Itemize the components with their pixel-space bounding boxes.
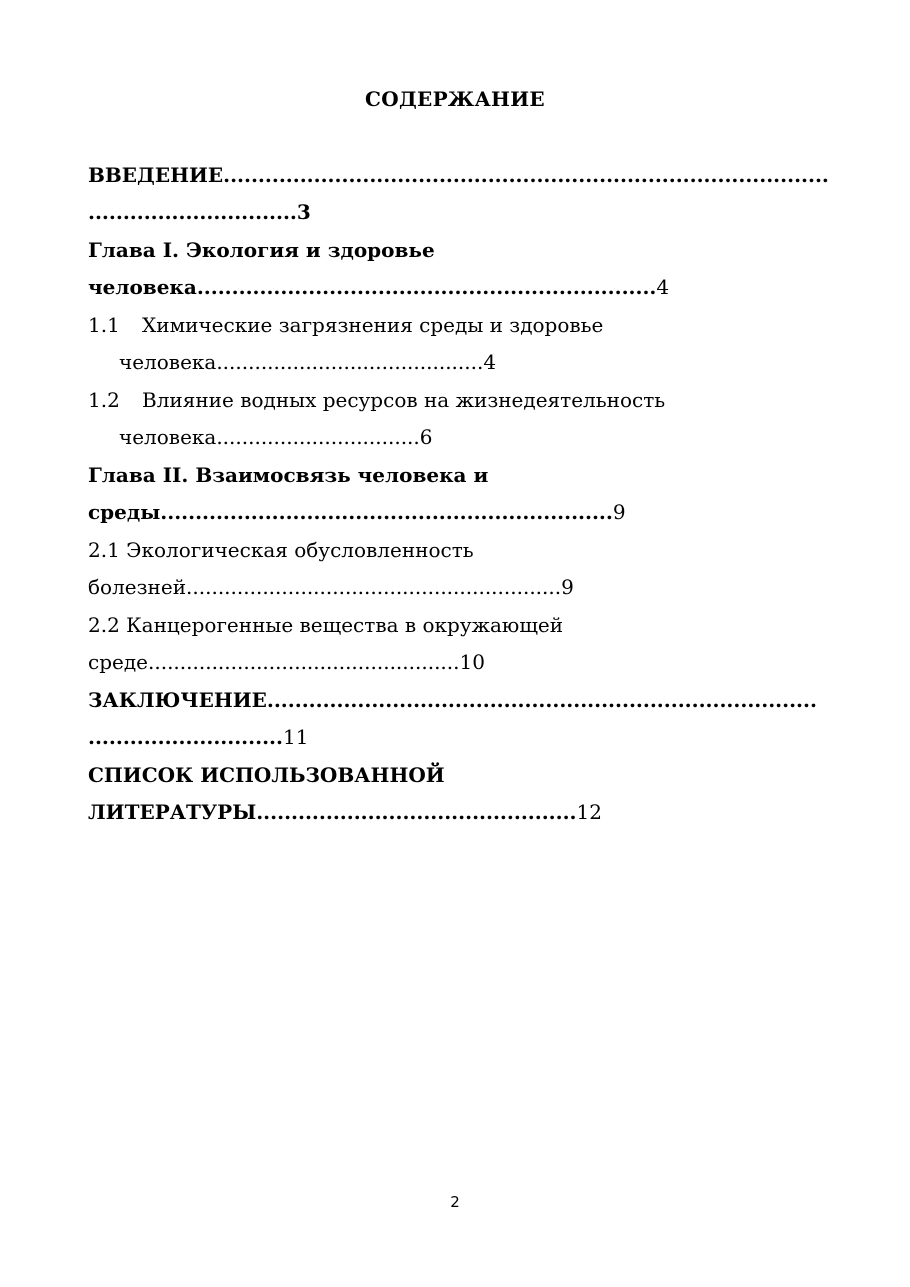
toc-section-1-2-line1 (88, 387, 665, 413)
toc-chapter2-line1: Глава II. Взаимосвязь человека и (88, 463, 489, 487)
toc-conclusion-line1: ЗАКЛЮЧЕНИЕ............................................................................... (88, 688, 817, 712)
toc-intro-page: 3 (296, 200, 311, 224)
toc-chapter2-line2 (88, 499, 626, 525)
toc-section-2-1-line2: болезней...........................................................9 (88, 575, 574, 599)
toc-section-1-1-number: 1.1 (88, 313, 120, 337)
toc-chapter1-line2 (88, 274, 669, 300)
toc-chapter2-leader: среды................................................................. (88, 500, 613, 524)
toc-intro-leader: .............................. (88, 200, 297, 224)
toc-intro-line1: ВВЕДЕНИЕ....................................................................................... (88, 163, 829, 187)
toc-conclusion-line2 (88, 724, 308, 750)
page-number: 2 (450, 1193, 460, 1211)
toc-literature-line1: СПИСОК ИСПОЛЬЗОВАННОЙ (88, 763, 445, 787)
toc-section-2-2-line2: среде.................................................10 (88, 650, 485, 674)
toc-section-1-2-line2: человека................................6 (119, 425, 433, 449)
toc-section-1-1-line2: человека..........................................4 (119, 350, 497, 374)
toc-literature-page: 12 (576, 800, 602, 824)
toc-literature-leader: ЛИТЕРАТУРЫ.............................................. (88, 800, 577, 824)
toc-chapter2-page: 9 (612, 500, 626, 524)
toc-section-2-1-line1: 2.1 Экологическая обусловленность (88, 538, 474, 562)
toc-intro-line2 (88, 199, 311, 225)
toc-chapter1-line1: Глава I. Экология и здоровье (88, 238, 435, 262)
toc-section-1-1-line1 (88, 312, 603, 338)
toc-section-1-1-title: Химические загрязнения среды и здоровье (142, 313, 604, 337)
toc-chapter1-leader: человека.................................................................. (88, 275, 657, 299)
page-title: СОДЕРЖАНИЕ (365, 87, 545, 111)
toc-conclusion-page: 11 (282, 725, 309, 749)
toc-section-2-2-line1: 2.2 Канцерогенные вещества в окружающей (88, 613, 564, 637)
toc-chapter1-page: 4 (656, 275, 670, 299)
toc-conclusion-leader: ............................ (88, 725, 283, 749)
toc-section-1-2-title: Влияние водных ресурсов на жизнедеятельность (142, 388, 666, 412)
toc-section-1-2-number: 1.2 (88, 388, 120, 412)
toc-literature-line2 (88, 799, 602, 825)
